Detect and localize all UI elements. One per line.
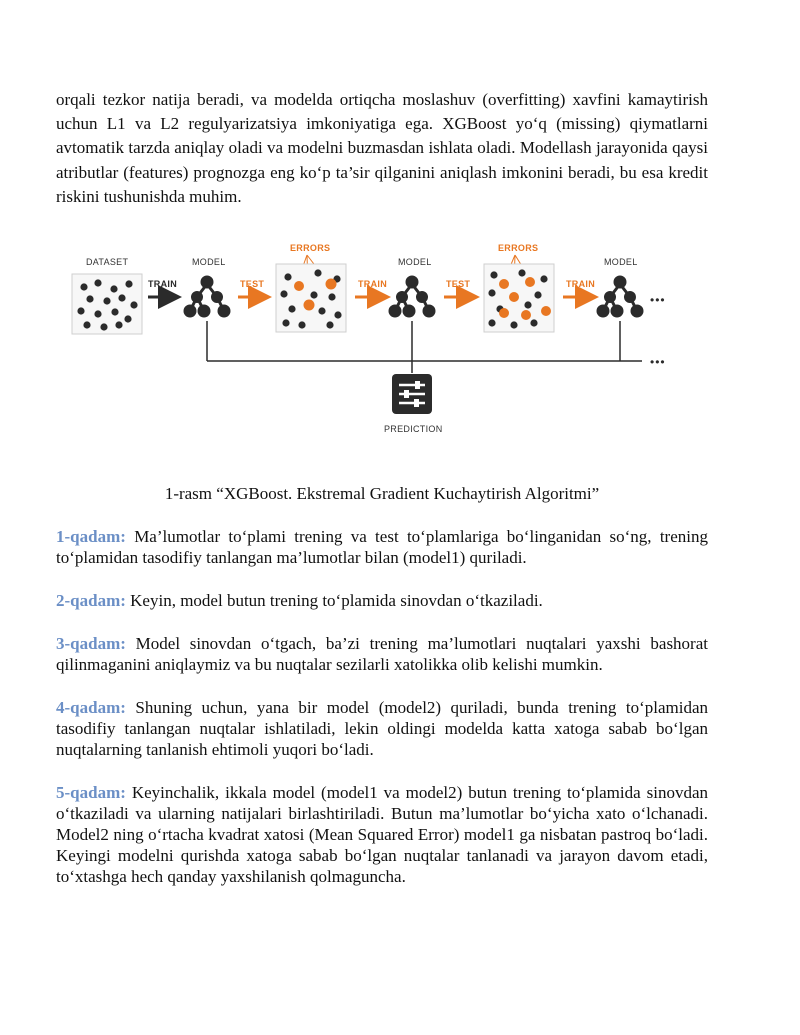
step-1: [56, 526, 708, 568]
step-5: [56, 782, 708, 887]
errors-label-1: ERRORS: [290, 243, 331, 254]
model-tree-icon-1: [185, 277, 229, 316]
step-1-label: 1-qadam:: [56, 527, 126, 547]
step-2: [56, 590, 708, 611]
step-5-label: 5-qadam:: [56, 783, 126, 803]
model-label-3: MODEL: [604, 257, 638, 268]
test-label-2: TEST: [446, 279, 471, 290]
step-2-label: 2-qadam:: [56, 591, 126, 611]
model-label-2: MODEL: [398, 257, 432, 268]
model-tree-icon-2: [390, 277, 434, 316]
figure-caption: 1-rasm “XGBoost. Ekstremal Gradient Kuchaytirish Algoritmi”: [164, 484, 600, 504]
step-4-label: 4-qadam:: [56, 698, 126, 718]
step-3-label: 3-qadam:: [56, 634, 126, 654]
step-5-text: Keyinchalik, ikkala model (model1 va model2) butun trening to‘plamida sinovdan o‘tkaziladi va ularning natijalari birlashtiriladi. Butun ma’lumotlar bo‘yicha xato o‘lchanadi. Model2 ning o‘rtacha kvadrat xatosi (Mean Squared Error) model1 ga nisbatan pastroq bo‘ladi. Keyingi modelni qurishda xatoga sabab bo‘lgan nuqtalar tanlanadi va jarayon davom etadi, to‘xtashga hech qanday yaxshilanish qolmaguncha.: [56, 783, 708, 887]
model-tree-icon-3: [598, 277, 642, 316]
prediction-icon: [392, 374, 432, 414]
train-label-2: TRAIN: [358, 279, 387, 290]
step-3: [56, 633, 708, 675]
train-label-1: TRAIN: [148, 279, 177, 290]
xgboost-figure: [52, 239, 712, 469]
model-label-1: MODEL: [192, 257, 226, 268]
step-3-text: Model sinovdan o‘tgach, ba’zi trening ma’lumotlari nuqtalari yaxshi bashorat qilinmaganini aniqlaymiz va bu nuqtalar sezilarli xatolikka olib kelishi mumkin.: [56, 634, 708, 675]
continue-ellipsis-top: •••: [650, 293, 666, 308]
train-label-3: TRAIN: [566, 279, 595, 290]
errors-label-2: ERRORS: [498, 243, 539, 254]
step-4: [56, 697, 708, 760]
test-label-1: TEST: [240, 279, 265, 290]
step-1-text: Ma’lumotlar to‘plami trening va test to‘plamlariga bo‘linganidan so‘ng, trening to‘plamidan tasodifiy tanlangan ma’lumotlar bilan (model1) quriladi.: [56, 527, 708, 568]
dataset-label: DATASET: [86, 257, 129, 268]
prediction-connectors: [207, 321, 642, 373]
step-2-text: Keyin, model butun trening to‘plamida sinovdan o‘tkaziladi.: [125, 591, 543, 611]
intro-paragraph: orqali tezkor natija beradi, va modelda ortiqcha moslashuv (overfitting) xavfini kamaytirish uchun L1 va L2 regulyarizatsiya imkoniyatiga ega. XGBoost yo‘q (missing) qiymatlarni avtomatik tarzda aniqlay oladi va modelni buzmasdan ishlata oladi. Modellash jarayonida qaysi atributlar (features) prognozga eng ko‘p ta’sir qilganini aniqlash imkonini beradi, bu esa kredit riskini tushunishda muhim.: [56, 90, 708, 206]
prediction-label: PREDICTION: [384, 424, 443, 435]
document-page: [56, 88, 708, 887]
continue-ellipsis-bottom: •••: [650, 355, 666, 370]
xgboost-diagram: [52, 239, 712, 469]
step-4-text: Shuning uchun, yana bir model (model2) quriladi, bunda trening to‘plamidan tasodifiy tanlangan nuqtalar ishlatiladi, lekin oldingi modelda katta xatoga sabab bo‘lgan nuqtalarning tanlanish ehtimoli yuqori bo‘ladi.: [56, 698, 708, 760]
